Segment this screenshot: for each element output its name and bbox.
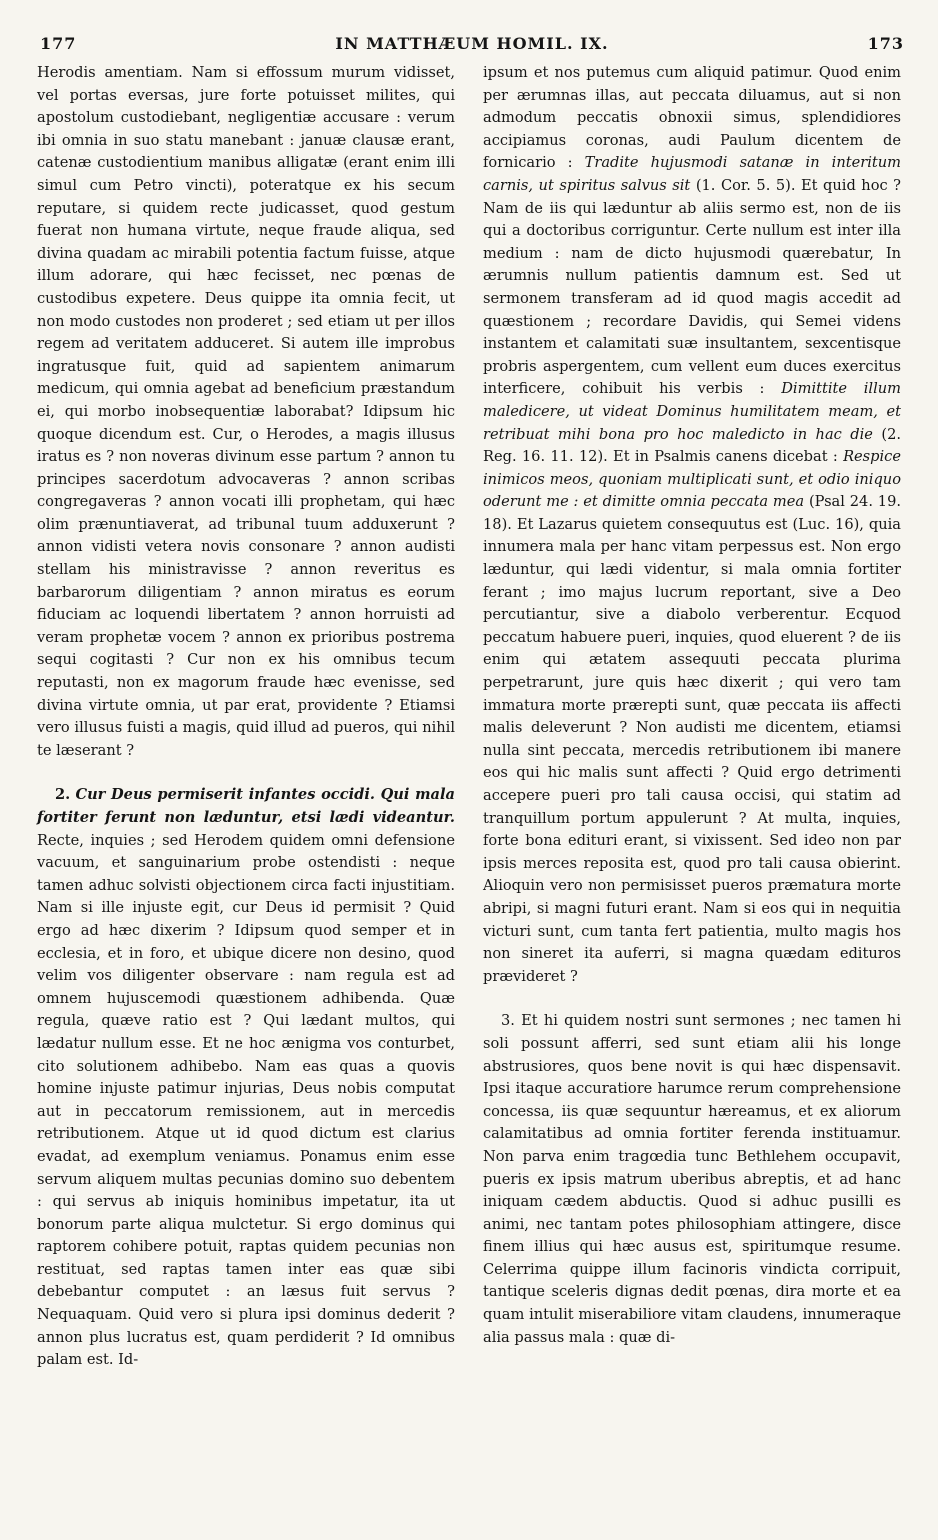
quotation-reg: Dimittite illum maledicere, ut videat Dominus humilitatem meam, et retribuat mihi bona pro hoc maledicto in hac die [483,380,901,443]
paragraph-continued [483,62,901,988]
right-column [483,62,901,1349]
page-number-left: 177 [40,34,77,53]
section-2-title: Cur Deus permiserit infantes occidi. Qui mala fortiter ferunt non læduntur, etsi lædi videantur. [37,786,455,826]
text-run: (2. Reg. 16. 11. 12). Et in Psalmis canens dicebat : [483,425,902,466]
section-2-number: 2. [55,786,71,804]
page-number-right: 173 [867,34,904,53]
running-header [40,34,904,56]
text-run: (1. Cor. 5. 5). Et quid hoc ? Nam de iis qui læduntur ab aliis sermo est, non de iis qui a doctoribus corriguntur. Certe nullum est inter illa medium : nam de dicto hujusmodi quærebatur, In ærumnis nullum patientis damnum est. Sed ut sermonem transferam ad id quod magis accedit ad quæstionem ; recordare Davidis, qui Semei videns instantem et calamitati suæ insultantem, sexcentisque probris aspergentem, cum vellent eum duces exercitus interficere, cohibuit his verbis : [483,176,902,398]
section-2 [37,784,455,1371]
section-2-text: Recte, inquies ; sed Herodem quidem omni defensione vacuum, et sanguinarium probe ostendisti : neque tamen adhuc solvisti objectionem circa facti injustitiam. Nam si ille injuste egit, cur Deus id permisit ? Quid ergo ad hæc dixerim ? Idipsum quod semper et in ecclesia, et in foro, et ubique dicere non desino, quod velim vos diligenter observare : nam regula est ad omnem hujuscemodi quæstionem adhibenda. Quæ regula, quæve ratio est ? Qui lædant multos, qui lædatur nullum esse. Et ne hoc ænigma vos conturbet, cito solutionem adhibebo. Nam eas quas a quovis homine injuste patimur injurias, Deus nobis computat aut in peccatorum remissionem, aut in mercedis retributionem. Atque ut id quod dictum est clarius evadat, ad exemplum veniamus. Ponamus enim esse servum aliquem multas pecunias domino suo debentem : qui servus ab iniquis hominibus impetatur, ita ut bonorum parte aliqua mulctetur. Si ergo dominus qui raptorem cohibere potuit, raptas quidem pecunias non restituat, sed raptas tamen inter eas quæ sibi debebantur computet : an læsus fuit servus ? Nequaquam. Quid vero si plura ipsi dominus dederit ? annon plus lucratus est, quam perdiderit ? Id omnibus palam est. Id- [37,831,455,1369]
paragraph-continuation: Herodis amentiam. Nam si effossum murum vidisset, vel portas eversas, jure forte potuisset milites, qui apostolum custodiebant, negligentiæ accusare : verum ibi omnia in suo statu manebant : januæ clausæ erant, catenæ custodientium manibus alligatæ (erant enim illi simul cum Petro vincti), poteratque ex his secum reputare, si quidem recte judicasset, quod gestum fuerat non humana virtute, neque fraude aliqua, sed divina quadam ac mirabili potentia factum fuisse, atque illum adorare, qui hæc fecisset, nec pœnas de custodibus expetere. Deus quippe ita omnia fecit, ut non modo custodes non proderet ; sed etiam ut per illos regem ad veritatem adduceret. Si autem ille improbus ingratusque fuit, quid ad sapientem animarum medicum, qui omnia agebat ad beneficium præstandum ei, qui morbo inobsequentiæ laborabat? Idipsum hic quoque dicendum est. Cur, o Herodes, a magis illusus iratus es ? non noveras divinum esse partum ? annon tu principes sacerdotum advocaveras ? annon scribas congregaveras ? annon vocati illi prophetam, qui hæc olim prænuntiaverat, ad tribunal tuum adduxerunt ? annon vidisti vetera novis consonare ? annon audisti stellam his ministravisse ? annon reveritus es barbarorum diligentiam ? annon miratus es eorum fiduciam ac loquendi libertatem ? annon horruisti ad veram prophetæ vocem ? annon ex prioribus postrema sequi cogitasti ? Cur non ex his omnibus tecum reputasti, non ex magorum fraude hæc evenisse, sed divina virtute omnia, ut par erat, providente ? Etiamsi vero illusus fuisti a magis, quid illud ad pueros, qui nihil te læserant ? [37,64,455,759]
text-run: (Psal 24. 19. 18). Et Lazarus quietem consequutus est (Luc. 16), quia innumera mala per hanc vitam perpessus est. Non ergo læduntur, qui lædi videntur, si mala omnia fortiter ferant ; imo majus lucrum reportant, sive a Deo percutiantur, sive a diabolo verberentur. Ecquod peccatum habuere pueri, inquies, quod eluerent ? de iis enim qui ætatem assequuti peccata plurima perpetrarunt, jure quis hæc dixerit ; qui vero tam immatura morte prærepti sunt, quæ peccata iis affecti malis deleverunt ? Non audisti me dicentem, etiamsi nulla sint peccata, mercedis retributionem ibi manere eos qui hic malis sunt affecti ? Quid ergo detrimenti accepere pueri pro tali causa occisi, qui statim ad tranquillum portum appulerunt ? At multa, inquies, forte bona edituri erant, si vixissent. Sed ideo non par ipsis merces reposita est, quod pro tali causa obierint. Alioquin vero non permisisset pueros præmatura morte abripi, si magni futuri erant. Nam si eos qui in nequitia victuri sunt, cum tanta fert patientia, multo magis hos non sineret ita auferri, si magna quædam edituros prævideret ? [483,493,901,985]
left-column [37,62,455,1372]
quotation-psal: Respice inimicos meos, quoniam multiplicati sunt, et odio iniquo oderunt me : et dimitte omnia peccata mea [483,448,901,511]
running-title: IN MATTHÆUM HOMIL. IX. [335,34,609,53]
text-run: ipsum et nos putemus cum aliquid patimur. Quod enim per ærumnas illas, aut peccata diluamus, aut si non admodum peccatis obnoxii simus, splendidiores accipiamus coronas, audi Paulum dicentem de fornicario : [483,64,901,172]
section-3: 3. Et hi quidem nostri sunt sermones ; nec tamen hi soli possunt afferri, sed sunt etiam alii his longe abstrusiores, quos bene novit is qui hæc dispensavit. Ipsi itaque accuratiore harumce rerum comprehensione concessa, iis quæ sequuntur hæreamus, et ex aliorum calamitatibus ad omnia fortiter ferenda instituamur. Non parva enim tragœdia tunc Bethlehem occupavit, pueris ex ipsis matrum uberibus abreptis, et ad hanc iniquam cædem abductis. Quod si adhuc pusilli es animi, nec tantam potes philosophiam attingere, disce finem illius qui hæc ausus est, spiritumque resume. Celerrima quippe illum facinoris vindicta corripuit, tantique sceleris dignas dedit pœnas, dira morte et ea quam intulit miserabiliore vitam claudens, innumeraque alia passus mala : quæ di- [483,1012,901,1346]
quotation-cor: Tradite hujusmodi satanæ in interitum carnis, ut spiritus salvus sit [483,154,901,194]
